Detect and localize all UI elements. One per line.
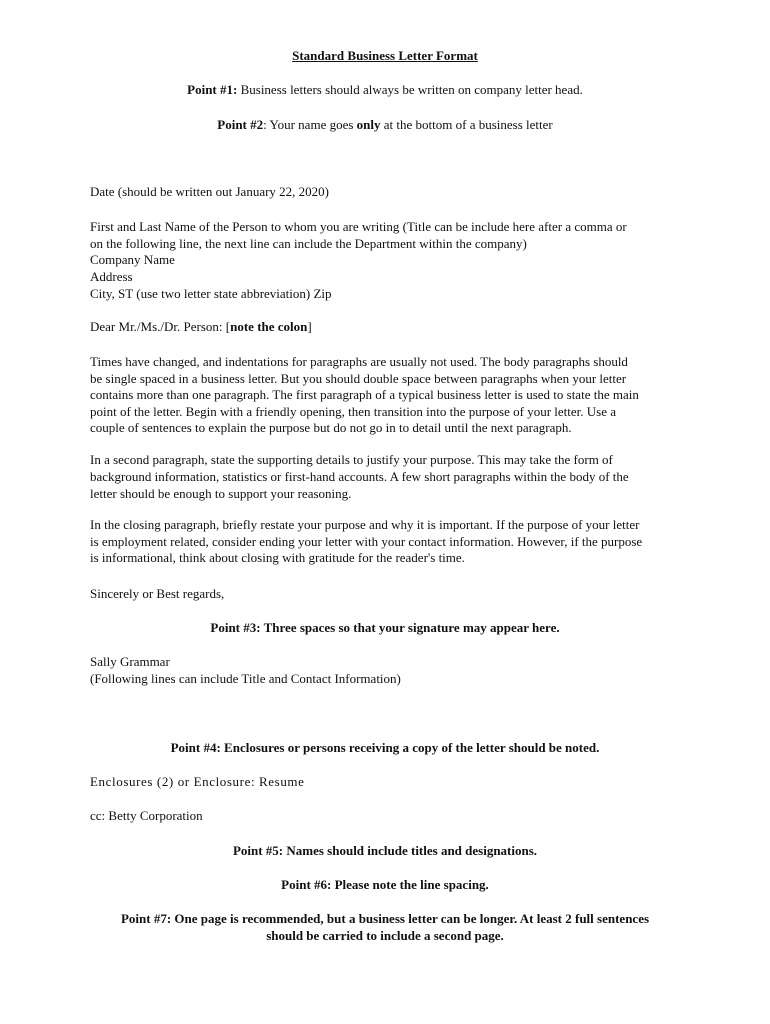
point-7-line: should be carried to include a second page. bbox=[266, 928, 504, 943]
recipient-line-1: First and Last Name of the Person to whom you are writing (Title can be include here after a comma or bbox=[90, 219, 627, 234]
point-2-note bbox=[0, 117, 770, 134]
closing: Sincerely or Best regards, bbox=[90, 586, 225, 601]
point-6-note: Point #6: Please note the line spacing. bbox=[281, 877, 489, 892]
point-4-note: Point #4: Enclosures or persons receiving a copy of the letter should be noted. bbox=[170, 740, 600, 755]
recipient-line-2: on the following line, the next line can include the Department within the company) bbox=[90, 236, 527, 251]
cc-line: cc: Betty Corporation bbox=[90, 808, 203, 823]
salutation bbox=[90, 319, 312, 336]
date-line: Date (should be written out January 22, 2020) bbox=[90, 184, 330, 199]
point-2-text-after: at the bottom of a business letter bbox=[380, 117, 553, 132]
document-title: Standard Business Letter Format bbox=[292, 48, 478, 63]
paragraph-1-line: Times have changed, and indentations for paragraphs are usually not used. The body paragraphs should bbox=[90, 354, 628, 369]
point-5-note: Point #5: Names should include titles and designations. bbox=[232, 843, 538, 858]
point-1-text: Business letters should always be written on company letter head. bbox=[237, 82, 583, 97]
signer-note: (Following lines can include Title and Contact Information) bbox=[90, 671, 401, 686]
point-2-text-before: : Your name goes bbox=[263, 117, 357, 132]
point-2-label: Point #2 bbox=[217, 117, 264, 132]
paragraph-3-line: is employment related, consider ending your letter with your contact information. However, if the purpose bbox=[90, 534, 643, 549]
salutation-suffix: ] bbox=[307, 319, 312, 334]
paragraph-3-line: In the closing paragraph, briefly restate your purpose and why it is important. If the purpose of your letter bbox=[90, 517, 640, 532]
enclosures-line: Enclosures (2) or Enclosure: Resume bbox=[90, 774, 305, 789]
point-2-emphasis: only bbox=[356, 117, 381, 132]
point-1-label: Point #1: bbox=[187, 82, 238, 97]
recipient-city: City, ST (use two letter state abbreviation) Zip bbox=[90, 286, 332, 301]
signer-name: Sally Grammar bbox=[90, 654, 170, 669]
paragraph-3-line: is informational, think about closing with gratitude for the reader's time. bbox=[90, 550, 465, 565]
point-7-line: Point #7: One page is recommended, but a business letter can be longer. At least 2 full sentences bbox=[120, 911, 650, 926]
paragraph-2-line: background information, statistics or first-hand accounts. A few short paragraphs within the body of the bbox=[90, 469, 629, 484]
paragraph-1-line: be single spaced in a business letter. But you should double space between paragraphs when your letter bbox=[90, 371, 627, 386]
paragraph-1-line: point of the letter. Begin with a friendly opening, then transition into the purpose of your letter. Use a bbox=[90, 404, 617, 419]
point-3-note: Point #3: Three spaces so that your signature may appear here. bbox=[210, 620, 560, 635]
paragraph-2-line: letter should be enough to support your reasoning. bbox=[90, 486, 352, 501]
paragraph-1-line: couple of sentences to explain the purpose but do not go in to detail until the next paragraph. bbox=[90, 420, 572, 435]
recipient-address: Address bbox=[90, 269, 133, 284]
point-1-note bbox=[0, 82, 770, 99]
paragraph-2-line: In a second paragraph, state the supporting details to justify your purpose. This may take the form of bbox=[90, 452, 613, 467]
paragraph-1-line: contains more than one paragraph. The first paragraph of a typical business letter is used to state the main bbox=[90, 387, 639, 402]
salutation-note: note the colon bbox=[230, 319, 308, 334]
recipient-company: Company Name bbox=[90, 252, 175, 267]
salutation-prefix: Dear Mr./Ms./Dr. Person: [ bbox=[90, 319, 231, 334]
